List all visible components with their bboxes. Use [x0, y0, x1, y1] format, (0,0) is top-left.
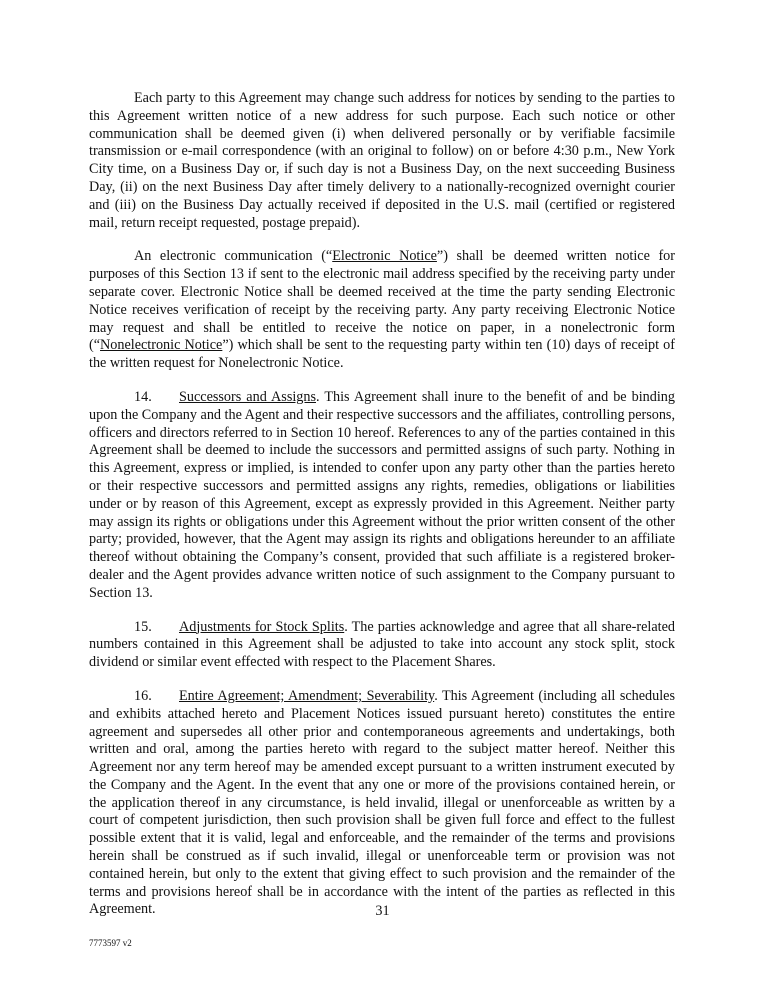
- section-14: [89, 389, 675, 603]
- section-number: 16.: [134, 687, 152, 704]
- document-body: [89, 90, 675, 919]
- page-number: 31: [375, 903, 390, 919]
- section-heading: Entire Agreement; Amendment; Severability: [179, 687, 435, 704]
- section-number: 14.: [134, 388, 152, 405]
- paragraph-text: ”) shall be deemed written notice for purposes of this Section 13 if sent to the electronic mail address specified by the receiving party under separate cover. Electronic Notice shall be deemed received at the time the party sending Electronic Notice receives verification of receipt by the receiving party. Any party receiving Electronic Notice may request and shall be entitled to receive the notice on paper, in a nonelectronic form (“: [89, 248, 676, 354]
- electronic-notice-paragraph: [89, 248, 675, 373]
- section-text: . This Agreement shall inure to the benefit of and be binding upon the Company and the Agent and their respective successors and the affiliates, controlling persons, officers and directors referred to in Section 10 hereof. References to any of the parties contained in this Agreement shall be deemed to include the successors and permitted assigns of such party. Nothing in this Agreement, express or implied, is intended to confer upon any party other than the parties hereto or their respective successors and permitted assigns any rights, remedies, obligations or liabilities under or by reason of this Agreement, except as expressly provided in this Agreement. Neither party may assign its rights or obligations under this Agreement without the prior written consent of the other party; provided, however, that the Agent may assign its rights and obligations hereunder to an affiliate thereof without obtaining the Company’s consent, provided that such affiliate is a registered broker-dealer and the Agent provides advance written notice of such assignment to the Company pursuant to Section 13.: [89, 388, 676, 601]
- defined-term-electronic-notice: Electronic Notice: [332, 248, 437, 265]
- notice-address-paragraph: [89, 90, 675, 232]
- defined-term-nonelectronic-notice: Nonelectronic Notice: [100, 337, 223, 354]
- paragraph-text: ”) which shall be sent to the requesting party within ten (10) days of receipt of the written request for Nonelectronic Notice.: [89, 337, 675, 372]
- paragraph-text: An electronic communication (“: [134, 248, 333, 265]
- document-id: 7773597 v2: [89, 938, 132, 948]
- section-15: [89, 619, 675, 672]
- section-text: . This Agreement (including all schedules and exhibits attached hereto and Placement Notices issued pursuant hereto) constitutes the entire agreement and supersedes all other prior and contemporaneous agreements and undertakings, both written and oral, among the parties hereto with regard to the subject matter hereof. Neither this Agreement nor any term hereof may be amended except pursuant to a written instrument executed by the Company and the Agent. In the event that any one or more of the provisions contained herein, or the application thereof in any circumstance, is held invalid, illegal or unenforceable as written by a court of competent jurisdiction, then such provision shall be given full force and effect to the fullest possible extent that it is valid, legal and enforceable, and the remainder of the terms and provisions herein shall be construed as if such invalid, illegal or unenforceable term or provision was not contained herein, but only to the extent that giving effect to such provision and the remainder of the terms and provisions hereof shall be in accordance with the intent of the parties as reflected in this Agreement.: [89, 687, 675, 918]
- paragraph-text: Each party to this Agreement may change such address for notices by sending to the parties to this Agreement written notice of a new address for such purpose. Each such notice or other communication shall be deemed given (i) when delivered personally or by verifiable facsimile transmission or e-mail correspondence (with an original to follow) on or before 4:30 p.m., New York City time, on a Business Day or, if such day is not a Business Day, on the next succeeding Business Day, (ii) on the next Business Day after timely delivery to a nationally-recognized overnight courier and (iii) on the Business Day actually received if deposited in the U.S. mail (certified or registered mail, return receipt requested, postage prepaid).: [89, 90, 675, 231]
- section-heading: Successors and Assigns: [179, 388, 316, 405]
- section-16: [89, 688, 675, 919]
- section-text: . The parties acknowledge and agree that all share-related numbers contained in this Agreement shall be adjusted to take into account any stock split, stock dividend or similar event effected with respect to the Placement Shares.: [89, 618, 675, 671]
- section-heading: Adjustments for Stock Splits: [179, 618, 345, 635]
- section-number: 15.: [134, 618, 152, 635]
